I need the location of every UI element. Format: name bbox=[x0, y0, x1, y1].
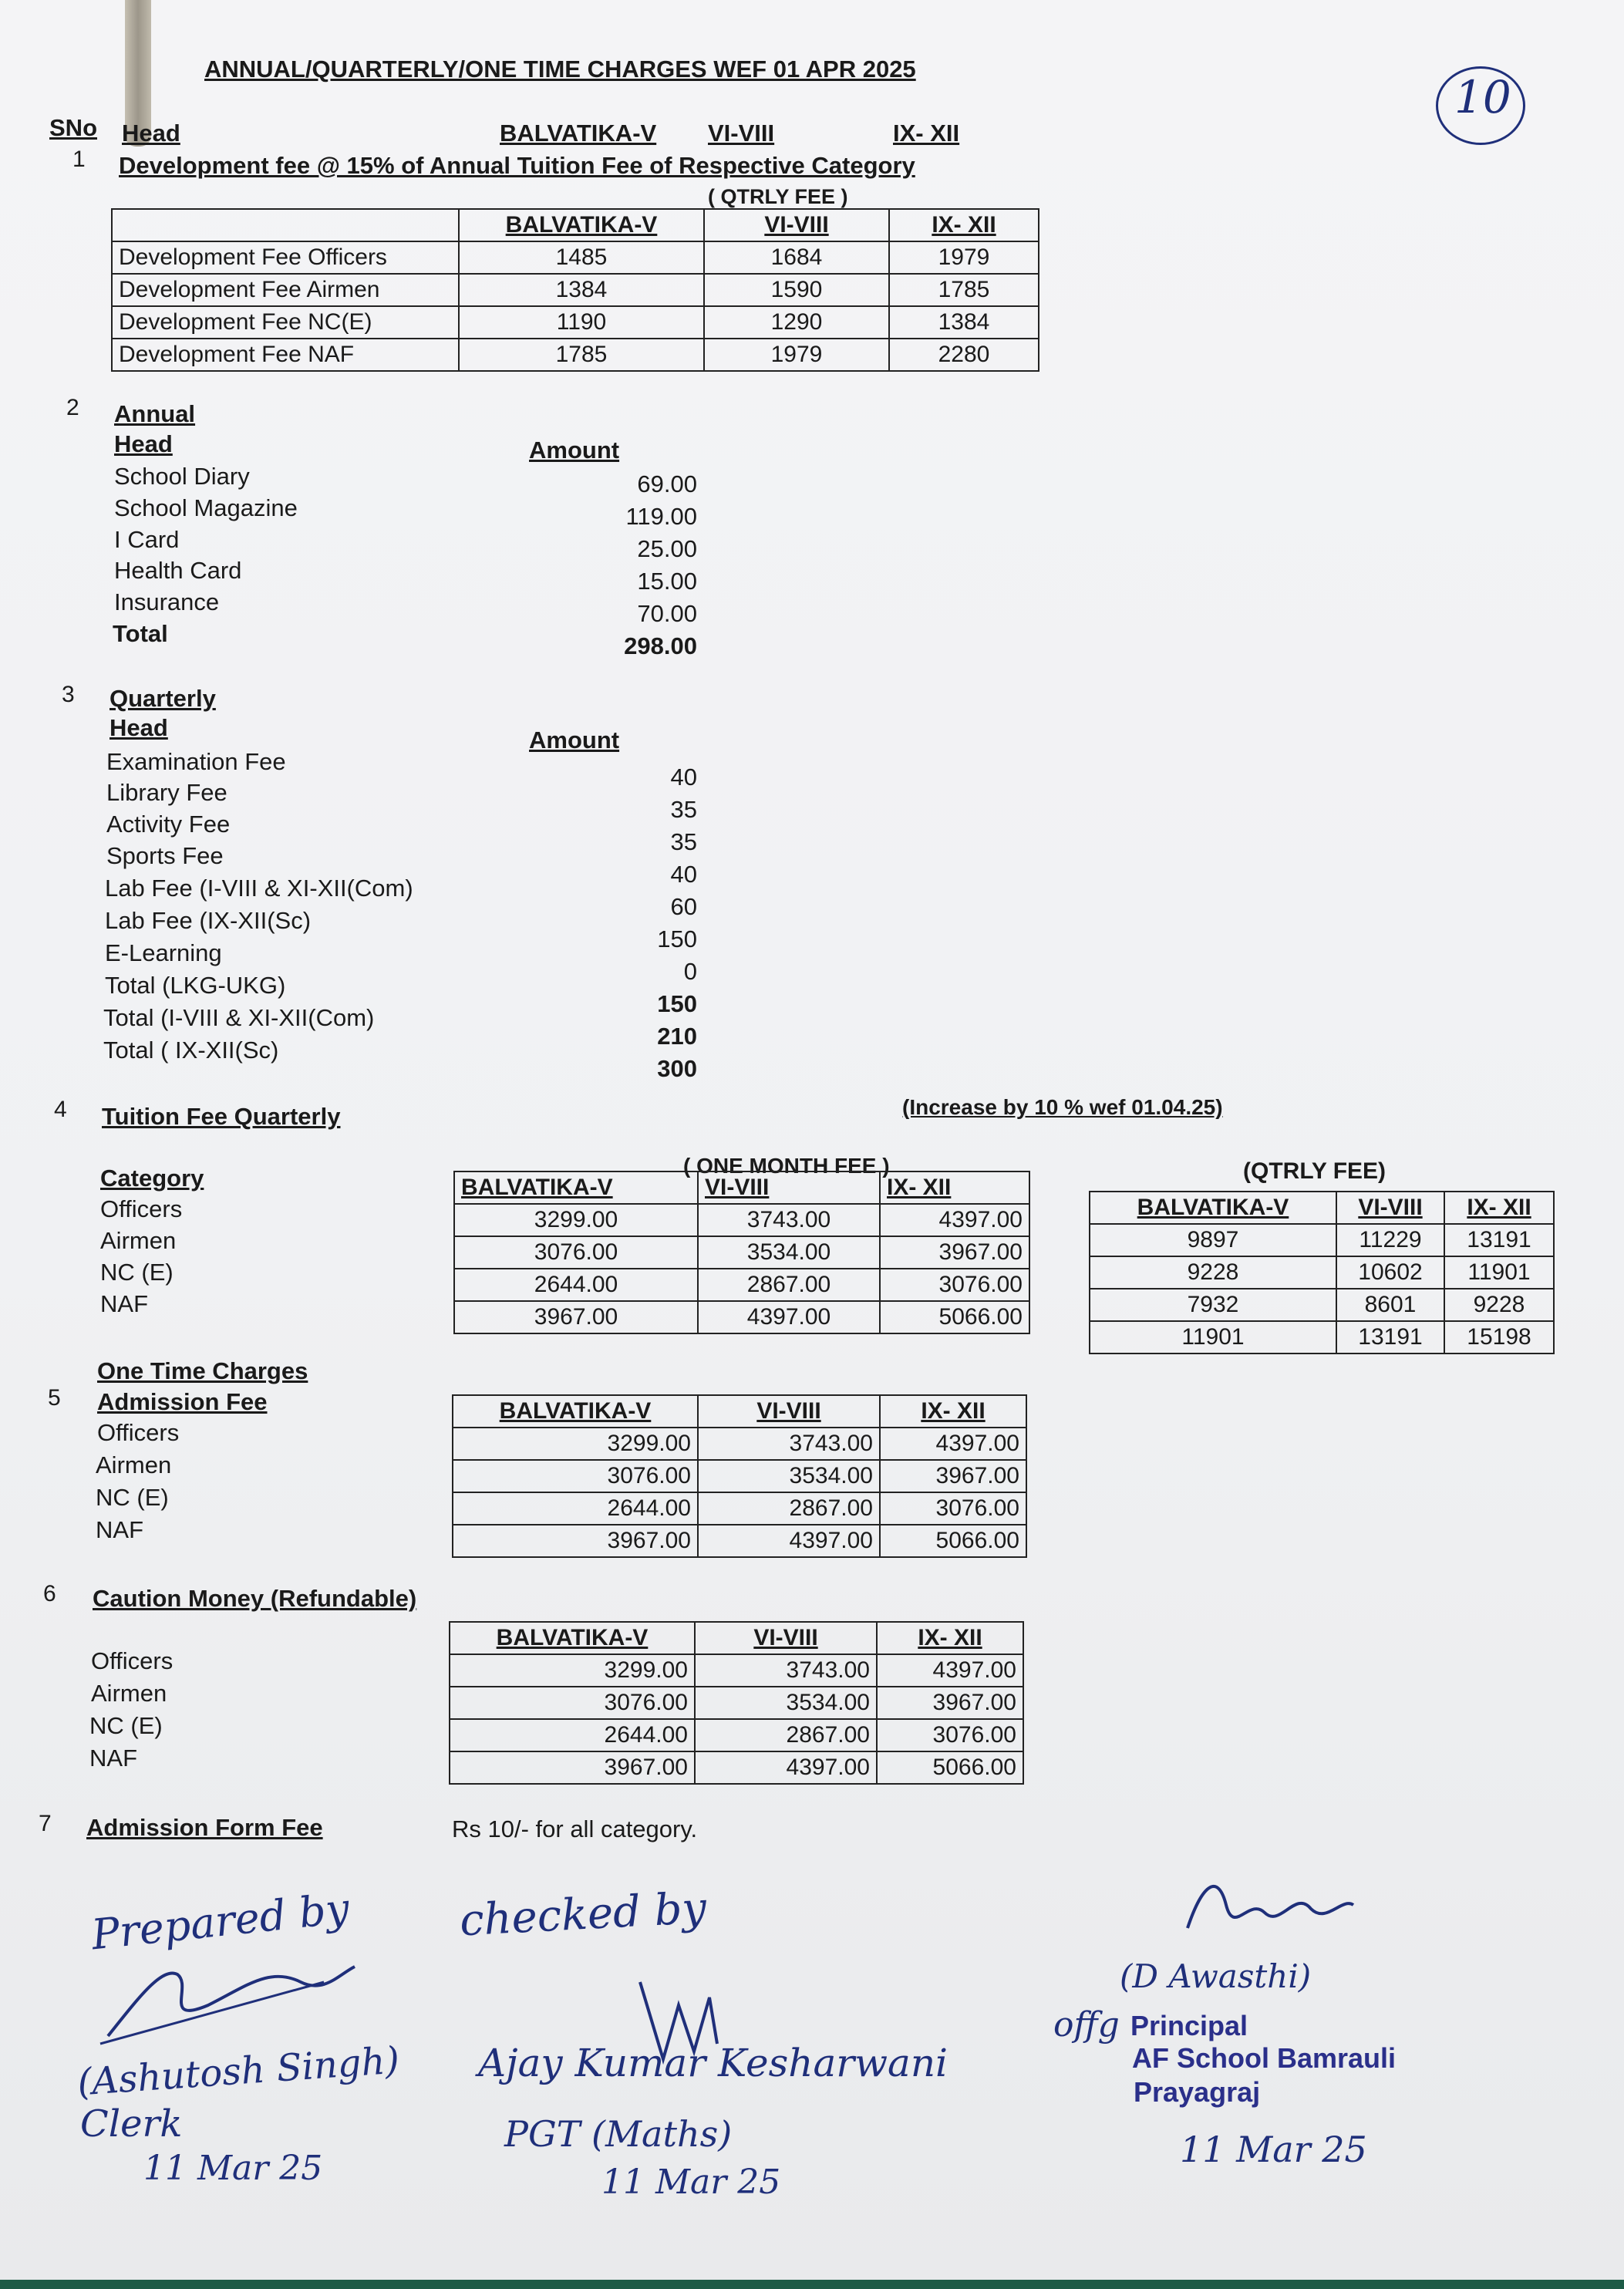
cell: 4397.00 bbox=[695, 1751, 877, 1784]
cell: 1190 bbox=[459, 306, 704, 339]
col-header: VI-VIII bbox=[1336, 1192, 1444, 1224]
cell: 3967.00 bbox=[880, 1460, 1026, 1492]
col-header: BALVATIKA-V bbox=[1090, 1192, 1336, 1224]
cell: 11901 bbox=[1090, 1321, 1336, 1354]
cell: 2867.00 bbox=[695, 1719, 877, 1751]
cell: 1785 bbox=[889, 274, 1039, 306]
cell: 1684 bbox=[704, 241, 889, 274]
page-number: 10 bbox=[1454, 71, 1511, 123]
principal-date: 11 Mar 25 bbox=[1180, 2129, 1367, 2170]
cell: 13191 bbox=[1444, 1224, 1554, 1256]
header-vi-viii: VI-VIII bbox=[708, 120, 775, 147]
total-amount: 150 bbox=[657, 990, 697, 1017]
cell: 3534.00 bbox=[698, 1236, 880, 1269]
admission-fee-table bbox=[452, 1394, 1027, 1558]
cell: 3534.00 bbox=[695, 1687, 877, 1719]
col-header: IX- XII bbox=[880, 1171, 1029, 1204]
cell: 9897 bbox=[1090, 1224, 1336, 1256]
cell: 4397.00 bbox=[698, 1301, 880, 1333]
s7-title: Admission Form Fee bbox=[86, 1814, 323, 1841]
category-label: NAF bbox=[100, 1290, 148, 1317]
amount: 40 bbox=[670, 861, 697, 888]
s5-title: Admission Fee bbox=[97, 1388, 268, 1415]
row-label: Development Fee Airmen bbox=[112, 274, 459, 306]
category-label: Airmen bbox=[100, 1227, 177, 1254]
cell: 2644.00 bbox=[450, 1719, 695, 1751]
header-sno: SNo bbox=[49, 114, 97, 141]
category-label: Officers bbox=[91, 1647, 174, 1674]
total-label: Total (I-VIII & XI-XII(Com) bbox=[103, 1004, 375, 1031]
cell: 2280 bbox=[889, 339, 1039, 371]
table-row bbox=[454, 1204, 1029, 1236]
table-row bbox=[454, 1269, 1029, 1301]
cell: 8601 bbox=[1336, 1289, 1444, 1321]
s6-number: 6 bbox=[43, 1581, 56, 1606]
list-item: Lab Fee (I-VIII & XI-XII(Com) bbox=[105, 875, 413, 902]
amount: 25.00 bbox=[637, 535, 697, 562]
prepared-by-label: Prepared by bbox=[89, 1883, 352, 1960]
col-header: BALVATIKA-V bbox=[453, 1395, 698, 1428]
cell: 3076.00 bbox=[450, 1687, 695, 1719]
s3-number: 3 bbox=[62, 682, 75, 707]
table-row bbox=[450, 1687, 1023, 1719]
col-header: IX- XII bbox=[889, 209, 1039, 241]
s2-head-label: Head bbox=[114, 430, 173, 457]
cell: 3076.00 bbox=[880, 1269, 1029, 1301]
cell: 3743.00 bbox=[698, 1204, 880, 1236]
col-header: BALVATIKA-V bbox=[459, 209, 704, 241]
total-label: Total (LKG-UKG) bbox=[105, 972, 286, 999]
one-time-charges-title: One Time Charges bbox=[97, 1357, 308, 1384]
prepared-date: 11 Mar 25 bbox=[143, 2149, 323, 2188]
table-row bbox=[450, 1719, 1023, 1751]
list-item: Examination Fee bbox=[106, 748, 286, 775]
s1-qtrly-note: ( QTRLY FEE ) bbox=[708, 185, 848, 208]
amount: 15.00 bbox=[637, 568, 697, 595]
cell: 3299.00 bbox=[453, 1428, 698, 1460]
category-label: Airmen bbox=[96, 1451, 172, 1478]
col-header: IX- XII bbox=[877, 1622, 1023, 1654]
cell: 4397.00 bbox=[880, 1204, 1029, 1236]
amount: 40 bbox=[670, 764, 697, 791]
cell: 3534.00 bbox=[698, 1460, 880, 1492]
table-row bbox=[454, 1236, 1029, 1269]
s6-title: Caution Money (Refundable) bbox=[93, 1585, 417, 1612]
s1-number: 1 bbox=[72, 147, 86, 172]
cell: 15198 bbox=[1444, 1321, 1554, 1354]
checked-date: 11 Mar 25 bbox=[601, 2163, 781, 2202]
list-item: E-Learning bbox=[105, 939, 222, 966]
s1-title: Development fee @ 15% of Annual Tuition Fee of Respective Category bbox=[119, 152, 915, 179]
cell: 3299.00 bbox=[450, 1654, 695, 1687]
cell: 1590 bbox=[704, 274, 889, 306]
cell: 4397.00 bbox=[880, 1428, 1026, 1460]
amount: 119.00 bbox=[625, 503, 697, 530]
amount: 35 bbox=[670, 796, 697, 823]
cell: 3299.00 bbox=[454, 1204, 698, 1236]
stamp-principal: Principal bbox=[1130, 2010, 1248, 2041]
amount: 70.00 bbox=[637, 600, 697, 627]
s3-title: Quarterly bbox=[110, 685, 216, 712]
col-header: IX- XII bbox=[880, 1395, 1026, 1428]
table-row bbox=[454, 1301, 1029, 1333]
row-label: Development Fee NC(E) bbox=[112, 306, 459, 339]
cell: 1384 bbox=[459, 274, 704, 306]
table-row bbox=[453, 1525, 1026, 1557]
col-header: VI-VIII bbox=[698, 1171, 880, 1204]
cell: 7932 bbox=[1090, 1289, 1336, 1321]
cell: 3743.00 bbox=[695, 1654, 877, 1687]
cell: 2644.00 bbox=[453, 1492, 698, 1525]
category-label: NAF bbox=[96, 1516, 143, 1543]
col-header: VI-VIII bbox=[695, 1622, 877, 1654]
checked-name: Ajay Kumar Kesharwani bbox=[478, 2041, 948, 2085]
development-fee-table bbox=[111, 208, 1039, 372]
cell: 10602 bbox=[1336, 1256, 1444, 1289]
cell: 2867.00 bbox=[698, 1492, 880, 1525]
table-row bbox=[1090, 1224, 1554, 1256]
table-row bbox=[453, 1460, 1026, 1492]
cell: 3743.00 bbox=[698, 1428, 880, 1460]
principal-signature-scribble bbox=[1172, 1866, 1357, 1951]
header-head: Head bbox=[122, 120, 180, 147]
col-header: VI-VIII bbox=[698, 1395, 880, 1428]
table-row bbox=[112, 274, 1039, 306]
table-row bbox=[112, 306, 1039, 339]
table-row bbox=[450, 1751, 1023, 1784]
s3-head-label: Head bbox=[110, 714, 168, 741]
cell: 4397.00 bbox=[698, 1525, 880, 1557]
list-item: Sports Fee bbox=[106, 842, 224, 869]
prepared-role: Clerk bbox=[80, 2102, 183, 2146]
category-label: Officers bbox=[100, 1195, 183, 1222]
list-item: I Card bbox=[114, 526, 180, 553]
category-label: NC (E) bbox=[100, 1259, 174, 1286]
cell: 1979 bbox=[889, 241, 1039, 274]
page-title: ANNUAL/QUARTERLY/ONE TIME CHARGES WEF 01 APR 2025 bbox=[204, 56, 916, 83]
amount: 0 bbox=[683, 958, 697, 985]
cell: 3076.00 bbox=[880, 1492, 1026, 1525]
category-label: Airmen bbox=[91, 1680, 167, 1707]
amount: 60 bbox=[670, 893, 697, 920]
cell: 3076.00 bbox=[453, 1460, 698, 1492]
s4-month-note: ( ONE MONTH FEE ) bbox=[683, 1154, 890, 1178]
table-row bbox=[1090, 1321, 1554, 1354]
s2-total-label: Total bbox=[113, 620, 168, 647]
cell: 3967.00 bbox=[877, 1687, 1023, 1719]
s4-number: 4 bbox=[54, 1097, 67, 1122]
s2-title: Annual bbox=[114, 400, 196, 427]
list-item: School Diary bbox=[114, 463, 250, 490]
category-label: NC (E) bbox=[89, 1712, 163, 1739]
s2-amount-label: Amount bbox=[529, 437, 620, 464]
total-amount: 300 bbox=[657, 1055, 697, 1082]
list-item: Health Card bbox=[114, 557, 242, 584]
list-item: Lab Fee (IX-XII(Sc) bbox=[105, 907, 312, 934]
list-item: Activity Fee bbox=[106, 811, 231, 838]
cell: 3967.00 bbox=[450, 1751, 695, 1784]
cell: 2867.00 bbox=[698, 1269, 880, 1301]
col-header: BALVATIKA-V bbox=[454, 1171, 698, 1204]
s4-increase-note: (Increase by 10 % wef 01.04.25) bbox=[902, 1095, 1223, 1119]
row-label: Development Fee Officers bbox=[112, 241, 459, 274]
s4-qtr-note: (QTRLY FEE) bbox=[1243, 1158, 1386, 1184]
cell: 2644.00 bbox=[454, 1269, 698, 1301]
table-row bbox=[453, 1492, 1026, 1525]
cell: 3076.00 bbox=[877, 1719, 1023, 1751]
cell: 3967.00 bbox=[880, 1236, 1029, 1269]
offg-label: offg bbox=[1053, 2005, 1120, 2045]
row-label: Development Fee NAF bbox=[112, 339, 459, 371]
cell: 5066.00 bbox=[880, 1525, 1026, 1557]
col-header: IX- XII bbox=[1444, 1192, 1554, 1224]
stamp-city: Prayagraj bbox=[1134, 2076, 1261, 2108]
cell: 9228 bbox=[1444, 1289, 1554, 1321]
checked-by-label: checked by bbox=[458, 1883, 708, 1947]
list-item: Library Fee bbox=[106, 779, 227, 806]
caution-money-table bbox=[449, 1621, 1024, 1785]
s5-number: 5 bbox=[48, 1385, 61, 1411]
header-ix-xii: IX- XII bbox=[893, 120, 960, 147]
principal-name: (D Awasthi) bbox=[1120, 1957, 1312, 1995]
cell: 11901 bbox=[1444, 1256, 1554, 1289]
cell: 4397.00 bbox=[877, 1654, 1023, 1687]
table-row bbox=[453, 1428, 1026, 1460]
list-item: School Magazine bbox=[114, 494, 298, 521]
cell: 1384 bbox=[889, 306, 1039, 339]
corner-cell bbox=[112, 209, 459, 241]
cell: 5066.00 bbox=[880, 1301, 1029, 1333]
cell: 9228 bbox=[1090, 1256, 1336, 1289]
category-label: Officers bbox=[97, 1419, 180, 1446]
total-amount: 210 bbox=[657, 1023, 697, 1050]
amount: 150 bbox=[657, 925, 697, 952]
header-balvatika: BALVATIKA-V bbox=[500, 120, 657, 147]
col-header: BALVATIKA-V bbox=[450, 1622, 695, 1654]
table-row bbox=[1090, 1289, 1554, 1321]
table-row bbox=[450, 1654, 1023, 1687]
amount: 69.00 bbox=[637, 470, 697, 497]
cell: 11229 bbox=[1336, 1224, 1444, 1256]
s4-title: Tuition Fee Quarterly bbox=[102, 1103, 341, 1130]
table-row bbox=[1090, 1256, 1554, 1289]
s7-value: Rs 10/- for all category. bbox=[452, 1815, 698, 1842]
cell: 3967.00 bbox=[454, 1301, 698, 1333]
s2-number: 2 bbox=[66, 395, 79, 420]
table-row bbox=[112, 241, 1039, 274]
s7-number: 7 bbox=[39, 1811, 52, 1836]
prepared-name: (Ashutosh Singh) bbox=[76, 2038, 401, 2105]
category-label: NC (E) bbox=[96, 1484, 169, 1511]
cell: 1979 bbox=[704, 339, 889, 371]
cell: 3076.00 bbox=[454, 1236, 698, 1269]
amount: 35 bbox=[670, 828, 697, 855]
s3-amount-label: Amount bbox=[529, 726, 620, 753]
s4-category-label: Category bbox=[100, 1165, 204, 1192]
cell: 5066.00 bbox=[877, 1751, 1023, 1784]
cell: 3967.00 bbox=[453, 1525, 698, 1557]
col-header: VI-VIII bbox=[704, 209, 889, 241]
photo-bottom-edge bbox=[0, 2280, 1624, 2289]
prepared-signature-scribble bbox=[93, 1951, 370, 2051]
list-item: Insurance bbox=[114, 588, 220, 615]
cell: 1785 bbox=[459, 339, 704, 371]
checked-role: PGT (Maths) bbox=[504, 2113, 733, 2155]
cell: 13191 bbox=[1336, 1321, 1444, 1354]
cell: 1485 bbox=[459, 241, 704, 274]
cell: 1290 bbox=[704, 306, 889, 339]
total-label: Total ( IX-XII(Sc) bbox=[103, 1037, 279, 1064]
tuition-qtrly-table bbox=[1089, 1191, 1555, 1354]
s2-total: 298.00 bbox=[624, 632, 697, 659]
tuition-month-table bbox=[453, 1171, 1030, 1334]
table-row bbox=[112, 339, 1039, 371]
stamp-school: AF School Bamrauli bbox=[1132, 2042, 1397, 2074]
category-label: NAF bbox=[89, 1745, 137, 1772]
